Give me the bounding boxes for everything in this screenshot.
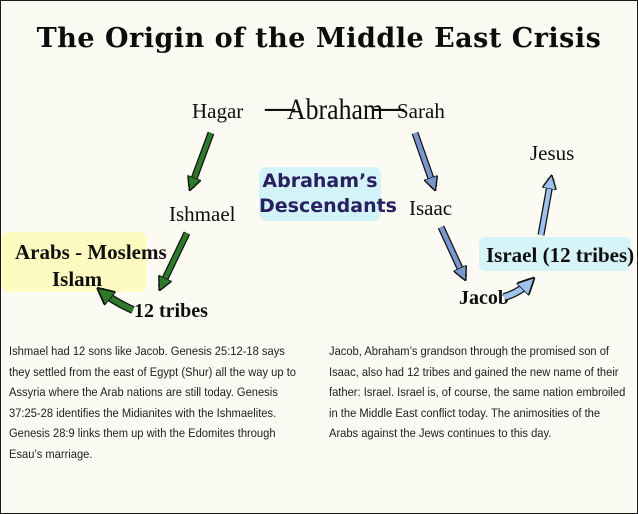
arrow-isaac-to-jacob: [441, 227, 464, 277]
page-title: The Origin of the Middle East Crisis: [36, 23, 602, 54]
descendants-line1: Abraham’s: [262, 170, 378, 192]
descendants-line2: Descendants: [259, 195, 397, 217]
arrows-layer: [1, 1, 637, 513]
dash-abraham-sarah: —: [374, 91, 404, 124]
node-israel: Israel (12 tribes): [486, 243, 635, 267]
node-ishmael-12-tribes: 12 tribes: [134, 300, 208, 322]
arrow-hagar-to-ishmael: [191, 133, 211, 187]
arrow-sarah-to-isaac: [415, 133, 434, 187]
jacob-paragraph: Jacob, Abraham’s grandson through the promised son of Isaac, also had 12 tribes and gained the new name of their father: Israel. Israel is, of course, the same nation embroiled in the Middle East conflict today. The animosities of the Arabs against the Jews continues to this day.: [329, 344, 626, 441]
ishmael-paragraph: Ishmael had 12 sons like Jacob. Genesis 25:12-18 says they settled from the east of Egypt (Shur) all the way up to Assyria where the Arab nations are still today. Genesis 37:25-28 identifies the Midianites with the Ishmaelites. Genesis 28:9 links them up with the Edomites through Esau’s marriage.: [9, 344, 297, 461]
arrow-jacob-to-israel: [504, 281, 531, 297]
node-ishmael: Ishmael: [169, 202, 236, 226]
arrow-12-tribes-to-arabs: [101, 291, 133, 310]
node-islam: Islam: [52, 267, 103, 291]
node-sarah: Sarah: [397, 99, 445, 123]
arrow-ishmael-to-12-tribes: [161, 233, 187, 287]
node-arabs-moslems: Arabs - Moslems: [15, 240, 167, 264]
dash-hagar-abraham: —: [265, 91, 295, 124]
node-isaac: Isaac: [409, 196, 453, 220]
node-jesus: Jesus: [530, 141, 575, 165]
node-hagar: Hagar: [192, 99, 244, 123]
node-abraham: Abraham: [287, 93, 383, 126]
node-jacob: Jacob: [459, 287, 509, 309]
arrow-israel-to-jesus: [541, 179, 551, 235]
